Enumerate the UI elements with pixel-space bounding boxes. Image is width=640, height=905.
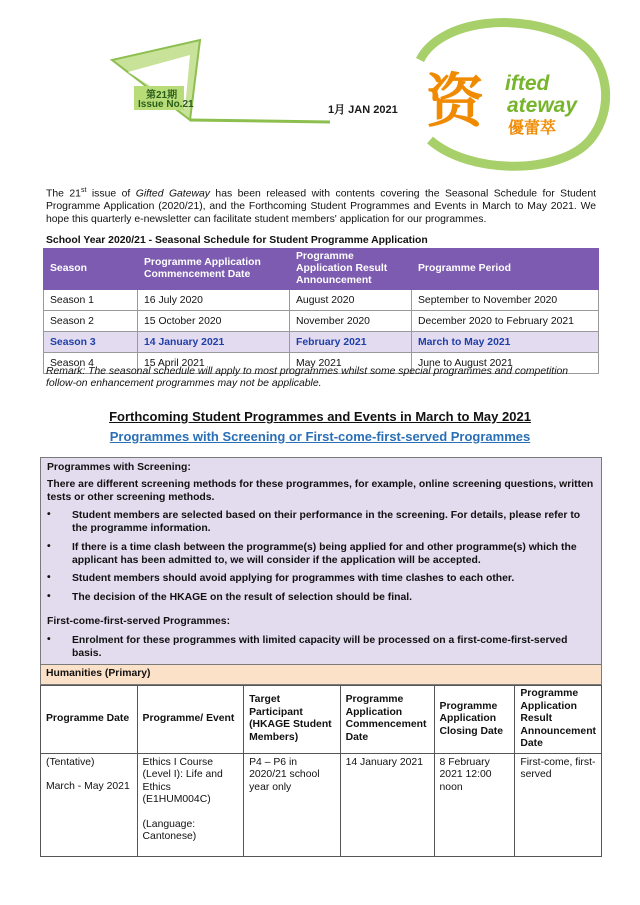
screening-info-box <box>40 457 602 665</box>
schedule-cell: 14 January 2021 <box>138 332 290 353</box>
forthcoming-subtitle-link[interactable]: Programmes with Screening or First-come-first-served Programmes <box>109 429 531 444</box>
schedule-remark: Remark: The seasonal schedule will apply to most programmes whilst some special programmes and competition follow-on enhancement programmes may not be applicable. <box>46 366 569 389</box>
bullet-icon: • <box>47 541 51 552</box>
schedule-cell: Season 3 <box>44 332 138 353</box>
programme-date-cell <box>41 753 138 856</box>
intro-paragraph <box>46 184 596 226</box>
issue-number-cn: 第21期 <box>146 90 178 101</box>
programme-row <box>41 753 602 856</box>
newsletter-header <box>0 0 640 180</box>
programme-result-cell: First-come, first-served <box>515 753 602 856</box>
schedule-cell: Season 4 <box>44 353 138 374</box>
fcfs-title: First-come-first-served Programmes: <box>47 616 231 627</box>
programme-header-cell: Programme Application Result Announcement Date <box>515 686 602 754</box>
screening-bullet: Student members should avoid applying for programmes with time clashes to each other. <box>72 573 515 584</box>
programme-header-cell: Target Participant (HKAGE Student Members) <box>244 686 340 754</box>
programme-target-cell: P4 – P6 in 2020/21 school year only <box>244 753 340 856</box>
screening-bullet: If there is a time clash between the programme(s) being applied for and other programme(s) which the applicant has been admitted to, we will consider if the application will be accepted. <box>72 542 577 566</box>
header-rule <box>190 120 330 122</box>
intro-sup: st <box>80 187 87 194</box>
programme-header-row <box>41 686 602 754</box>
programme-event-name[interactable]: Ethics I Course (Level I): Life and Ethics (E1HUM004C) <box>142 756 223 805</box>
schedule-header-row <box>44 249 599 290</box>
schedule-cell: March to May 2021 <box>412 332 599 353</box>
screening-title: Programmes with Screening: <box>47 462 191 473</box>
schedule-row <box>44 290 599 311</box>
schedule-cell: 15 April 2021 <box>138 353 290 374</box>
schedule-cell: December 2020 to February 2021 <box>412 311 599 332</box>
programme-header-cell: Programme Application Commencement Date <box>340 686 434 754</box>
intro-publication-name: Gifted Gateway <box>135 188 210 200</box>
programme-date: March - May 2021 <box>46 781 130 792</box>
issue-date: 1月 JAN 2021 <box>328 104 398 116</box>
bullet-icon: • <box>47 509 51 520</box>
brand-logo-en-1: ifted <box>505 72 550 95</box>
humanities-section-header: Humanities (Primary) <box>40 665 602 685</box>
schedule-header-cell: Programme Period <box>412 249 599 290</box>
bullet-icon: • <box>47 572 51 583</box>
programme-header-cell: Programme/ Event <box>137 686 244 754</box>
programme-date-tentative: (Tentative) <box>46 756 95 768</box>
programme-header-cell: Programme Date <box>41 686 138 754</box>
screening-intro: There are different screening methods for these programmes, for example, online screening questions, written tests or other screening methods. <box>47 479 594 503</box>
intro-text-2: issue of <box>86 188 136 200</box>
forthcoming-title: Forthcoming Student Programmes and Events in March to May 2021 <box>109 409 531 424</box>
schedule-row-current <box>44 332 599 353</box>
programme-language: (Language: Cantonese) <box>142 818 197 842</box>
schedule-header-cell: Season <box>44 249 138 290</box>
screening-bullet: Student members are selected based on their performance in the screening. For details, please refer to the programme information. <box>72 510 581 534</box>
programme-commencement-cell: 14 January 2021 <box>340 753 434 856</box>
schedule-cell: Season 1 <box>44 290 138 311</box>
schedule-cell: 15 October 2020 <box>138 311 290 332</box>
bullet-icon: • <box>47 591 51 602</box>
screening-bullet: The decision of the HKAGE on the result of selection should be final. <box>72 592 413 603</box>
schedule-row <box>44 311 599 332</box>
schedule-cell: 16 July 2020 <box>138 290 290 311</box>
intro-text-3: has been released with contents covering the Seasonal Schedule for Student Programme Application (2020/21), and the Forthcoming Student Programmes and Events in March to May 2021. We hope this quarterly e-newsletter can facilitate student members' application for our programmes. <box>46 188 596 226</box>
schedule-table <box>43 248 599 374</box>
programme-closing-cell: 8 February 2021 12:00 noon <box>434 753 515 856</box>
schedule-cell: Season 2 <box>44 311 138 332</box>
issue-number-en: Issue No.21 <box>138 99 194 110</box>
brand-logo-en-2: ateway <box>507 94 578 117</box>
schedule-header-cell: Programme Application Result Announcement <box>290 249 412 290</box>
brand-logo-cn-small: 優蕾萃 <box>508 120 557 137</box>
intro-text-1: The 21 <box>46 188 81 200</box>
schedule-cell: August 2020 <box>290 290 412 311</box>
schedule-title: School Year 2020/21 - Seasonal Schedule for Student Programme Application <box>46 235 428 246</box>
bullet-icon: • <box>47 634 51 645</box>
schedule-cell: September to November 2020 <box>412 290 599 311</box>
schedule-header-cell: Programme Application Commencement Date <box>138 249 290 290</box>
programme-event-cell <box>137 753 244 856</box>
programme-header-cell: Programme Application Closing Date <box>434 686 515 754</box>
schedule-cell: February 2021 <box>290 332 412 353</box>
schedule-cell: May 2021 <box>290 353 412 374</box>
schedule-cell: June to August 2021 <box>412 353 599 374</box>
brand-logo-cn: 资 <box>426 67 485 135</box>
schedule-cell: November 2020 <box>290 311 412 332</box>
fcfs-bullet: Enrolment for these programmes with limited capacity will be processed on a first-come-first-served basis. <box>72 635 568 659</box>
programme-table <box>40 685 602 857</box>
